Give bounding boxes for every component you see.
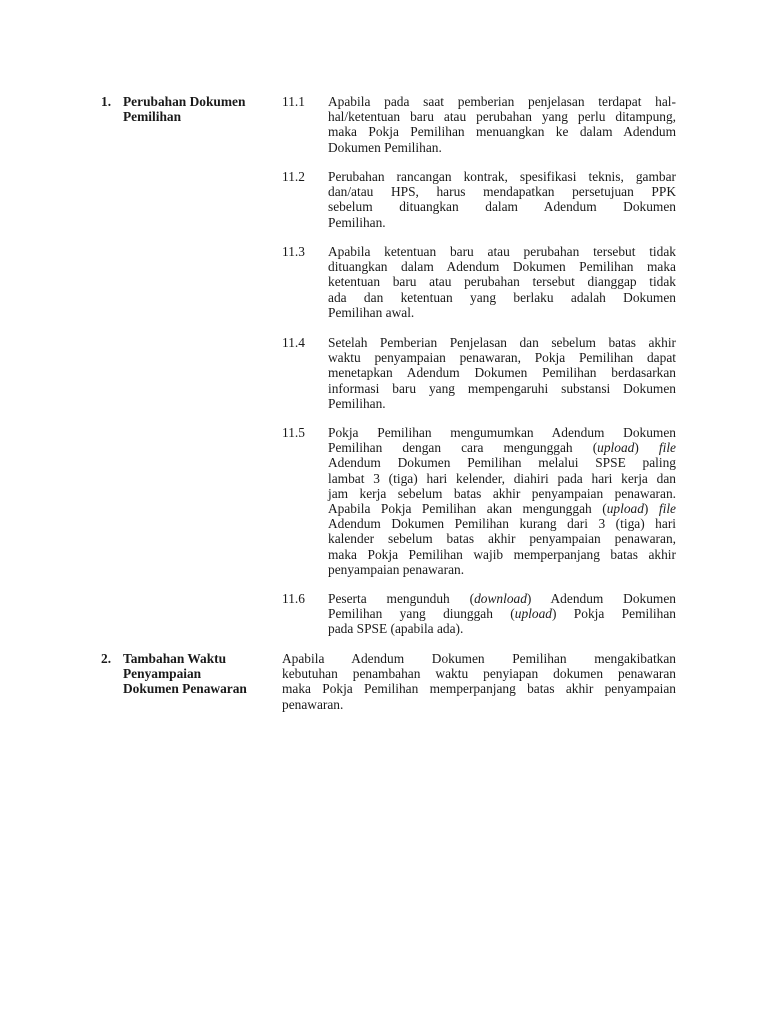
clause-number: 11.5 xyxy=(282,425,305,440)
section-title-line: Tambahan Waktu xyxy=(123,651,227,666)
clause-text xyxy=(328,169,676,230)
clause-text xyxy=(328,591,676,637)
text-line: ada dan ketentuan yang berlaku adalah Dokumen xyxy=(328,289,676,305)
text-line: maka Pokja Pemilihan wajib memperpanjang batas akhir xyxy=(328,546,676,562)
text-line: penyampaian penawaran. xyxy=(328,561,465,577)
text-line: penawaran. xyxy=(282,696,344,712)
clause-number: 11.6 xyxy=(282,591,305,606)
section-title-line: Penyampaian xyxy=(123,666,202,682)
text-line: informasi baru yang mempengaruhi substansi Dokumen xyxy=(328,380,676,396)
text-line: kebutuhan penambahan waktu penyiapan dokumen penawaran xyxy=(282,666,676,682)
text-line: Pemilihan dengan cara mengunggah (upload) file xyxy=(328,440,676,456)
text-line: Apabila pada saat pemberian penjelasan terdapat hal- xyxy=(328,94,676,109)
clause-text xyxy=(328,94,676,155)
text-line: Setelah Pemberian Penjelasan dan sebelum batas akhir xyxy=(328,335,676,350)
clause-text xyxy=(328,244,676,320)
clause-text xyxy=(328,335,676,411)
text-line: lambat 3 (tiga) hari kelender, diahiri pada hari kerja dan xyxy=(328,470,676,486)
text-line: hal/ketentuan baru atau perubahan yang perlu ditampung, xyxy=(328,109,676,125)
clause-number: 11.3 xyxy=(282,244,305,259)
text-line: maka Pokja Pemilihan menuangkan ke dalam Adendum xyxy=(328,124,676,140)
clause-number: 11.4 xyxy=(282,335,305,350)
text-line: Peserta mengunduh (download) Adendum Dokumen xyxy=(328,591,676,606)
text-line: dituangkan dalam Adendum Dokumen Pemilihan maka xyxy=(328,259,676,275)
section-title-line: Pemilihan xyxy=(123,109,182,125)
section-title-line: Perubahan Dokumen xyxy=(123,94,246,109)
section-title-line: Dokumen Penawaran xyxy=(123,681,247,697)
text-line: sebelum dituangkan dalam Adendum Dokumen xyxy=(328,199,676,215)
section-title xyxy=(123,94,273,124)
text-line: menetapkan Adendum Dokumen Pemilihan berdasarkan xyxy=(328,365,676,381)
text-line: Pemilihan. xyxy=(328,395,386,411)
text-line: Dokumen Pemilihan. xyxy=(328,139,442,155)
text-line: Pemilihan yang diunggah (upload) Pokja Pemilihan xyxy=(328,606,676,622)
text-line: Pemilihan. xyxy=(328,214,386,230)
clause-number: 11.1 xyxy=(282,94,305,109)
text-line: Apabila Adendum Dokumen Pemilihan mengakibatkan xyxy=(282,651,676,666)
text-line: kalender sebelum batas akhir penyampaian penawaran, xyxy=(328,531,676,547)
text-line: Adendum Dokumen Pemilihan kurang dari 3 (tiga) hari xyxy=(328,516,676,532)
text-line: Pokja Pemilihan mengumumkan Adendum Dokumen xyxy=(328,425,676,440)
section-paragraph xyxy=(282,651,676,712)
text-line: dan/atau HPS, harus mendapatkan persetujuan PPK xyxy=(328,184,676,200)
section-title xyxy=(123,651,273,697)
text-line: Adendum Dokumen Pemilihan melalui SPSE paling xyxy=(328,455,676,471)
text-line: jam kerja sebelum batas akhir penyampaian penawaran. xyxy=(328,485,676,501)
section-number: 1. xyxy=(101,94,112,109)
text-line: Perubahan rancangan kontrak, spesifikasi teknis, gambar xyxy=(328,169,676,184)
text-line: maka Pokja Pemilihan memperpanjang batas akhir penyampaian xyxy=(282,681,676,697)
clause-number: 11.2 xyxy=(282,169,305,184)
section-number: 2. xyxy=(101,651,112,666)
text-line: pada SPSE (apabila ada). xyxy=(328,621,464,637)
clause-text xyxy=(328,425,676,577)
text-line: Pemilihan awal. xyxy=(328,304,415,320)
text-line: waktu penyampaian penawaran, Pokja Pemilihan dapat xyxy=(328,350,676,366)
text-line: Apabila Pokja Pemilihan akan mengunggah (upload) file xyxy=(328,500,676,516)
text-line: ketentuan baru atau perubahan tersebut dianggap tidak xyxy=(328,274,676,290)
text-line: Apabila ketentuan baru atau perubahan tersebut tidak xyxy=(328,244,676,259)
